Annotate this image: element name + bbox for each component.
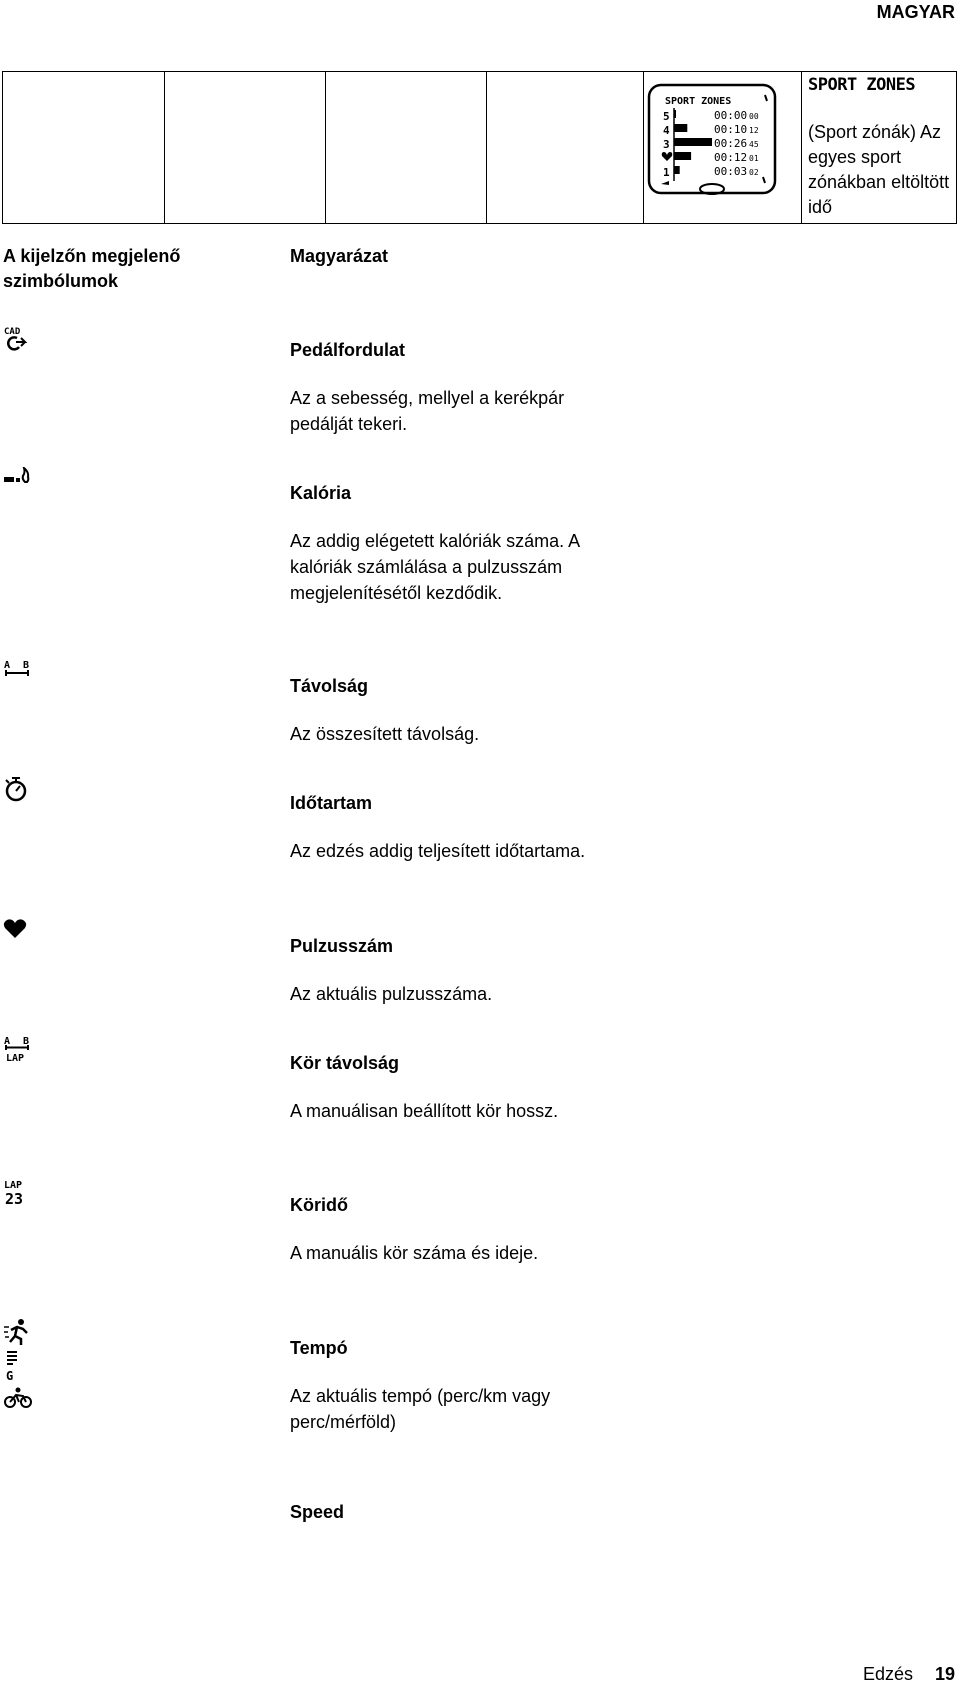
svg-text:A: A bbox=[4, 1036, 11, 1047]
zone-time-hundredths: 45 bbox=[749, 140, 759, 149]
pace-icons bbox=[3, 1318, 35, 1410]
zone-time: 00:12 bbox=[714, 151, 748, 164]
item-title: Speed bbox=[290, 1502, 345, 1522]
item-title: Pedálfordulat bbox=[290, 340, 406, 360]
svg-text:CAD: CAD bbox=[4, 327, 21, 337]
item-description: Az aktuális pulzusszáma. bbox=[290, 984, 493, 1004]
svg-text:G: G bbox=[6, 1369, 14, 1383]
item-description: Az addig elégetett kalóriák száma. A kalóriák számlálása a pulzusszám megjelenítésétől kezdődik. bbox=[290, 531, 580, 603]
lap-distance-icon bbox=[3, 1035, 33, 1065]
running-icon bbox=[4, 1319, 27, 1345]
heart-icon bbox=[662, 152, 673, 161]
table-cell-empty-4 bbox=[486, 72, 644, 223]
zone-number: 3 bbox=[663, 138, 670, 151]
zone-time: 00:00 bbox=[714, 109, 748, 122]
item-description: Az összesített távolság. bbox=[290, 724, 480, 744]
zone-number: 4 bbox=[663, 124, 670, 137]
item-description: Az a sebesség, mellyel a kerékpár pedálját tekeri. bbox=[290, 388, 565, 434]
item-description: Az edzés addig teljesített időtartama. bbox=[290, 841, 586, 861]
zone-bar bbox=[674, 152, 691, 160]
page-number: 19 bbox=[934, 1664, 955, 1684]
zone-number: 5 bbox=[663, 110, 670, 123]
zone-time-hundredths: 02 bbox=[749, 168, 759, 177]
svg-text:LAP: LAP bbox=[6, 1053, 25, 1064]
lap-time-icon bbox=[3, 1178, 33, 1208]
walking-icon bbox=[6, 1352, 17, 1383]
sport-zones-description: (Sport zónák) Az egyes sport zónákban eltöltött idő bbox=[808, 122, 950, 217]
sport-zones-display bbox=[647, 83, 777, 198]
zone-time-hundredths: 12 bbox=[749, 126, 759, 135]
display-title: SPORT ZONES bbox=[665, 96, 732, 107]
item-title: Kör távolság bbox=[290, 1053, 400, 1073]
zone-time: 00:10 bbox=[714, 123, 748, 136]
distance-icon bbox=[3, 659, 33, 679]
item-description: A manuális kör száma és ideje. bbox=[290, 1243, 539, 1263]
calorie-icon bbox=[3, 467, 33, 485]
svg-text:B: B bbox=[23, 660, 30, 671]
item-title: Tempó bbox=[290, 1338, 348, 1358]
item-description: A manuálisan beállított kör hossz. bbox=[290, 1101, 559, 1121]
zone-time-hundredths: 01 bbox=[749, 154, 759, 163]
item-title: Időtartam bbox=[290, 793, 373, 813]
table-cell-empty-1 bbox=[3, 72, 165, 223]
zone-time: 00:26 bbox=[714, 137, 748, 150]
zone-bar bbox=[674, 138, 712, 146]
heart-icon bbox=[3, 918, 29, 940]
cadence-icon bbox=[3, 325, 33, 351]
stopwatch-icon bbox=[3, 775, 33, 803]
sport-zones-title: SPORT ZONES bbox=[808, 75, 916, 95]
table-cell-empty-3 bbox=[325, 72, 487, 223]
item-title: Pulzusszám bbox=[290, 936, 394, 956]
zone-number: 1 bbox=[663, 166, 670, 179]
symbols-column-header: A kijelzőn megjelenő szimbólumok bbox=[3, 246, 181, 291]
zone-bar bbox=[674, 166, 680, 174]
cycling-icon bbox=[5, 1388, 31, 1408]
item-title: Kalória bbox=[290, 483, 352, 503]
footer-section: Edzés bbox=[862, 1664, 913, 1684]
svg-text:23: 23 bbox=[5, 1190, 24, 1208]
footer bbox=[863, 1664, 955, 1685]
item-description: Az aktuális tempó (perc/km vagy perc/mérföld) bbox=[290, 1386, 551, 1432]
zone-bar bbox=[674, 124, 687, 132]
table-cell-empty-2 bbox=[164, 72, 326, 223]
item-title: Köridő bbox=[290, 1195, 348, 1215]
item-title: Távolság bbox=[290, 676, 369, 696]
svg-text:B: B bbox=[23, 1036, 30, 1047]
zone-time-hundredths: 00 bbox=[749, 112, 759, 121]
language-label: MAGYAR bbox=[876, 2, 955, 22]
zone-time: 00:03 bbox=[714, 165, 748, 178]
svg-text:LAP: LAP bbox=[4, 1180, 23, 1191]
explanation-column-header: Magyarázat bbox=[290, 246, 389, 266]
svg-text:A: A bbox=[4, 660, 11, 671]
